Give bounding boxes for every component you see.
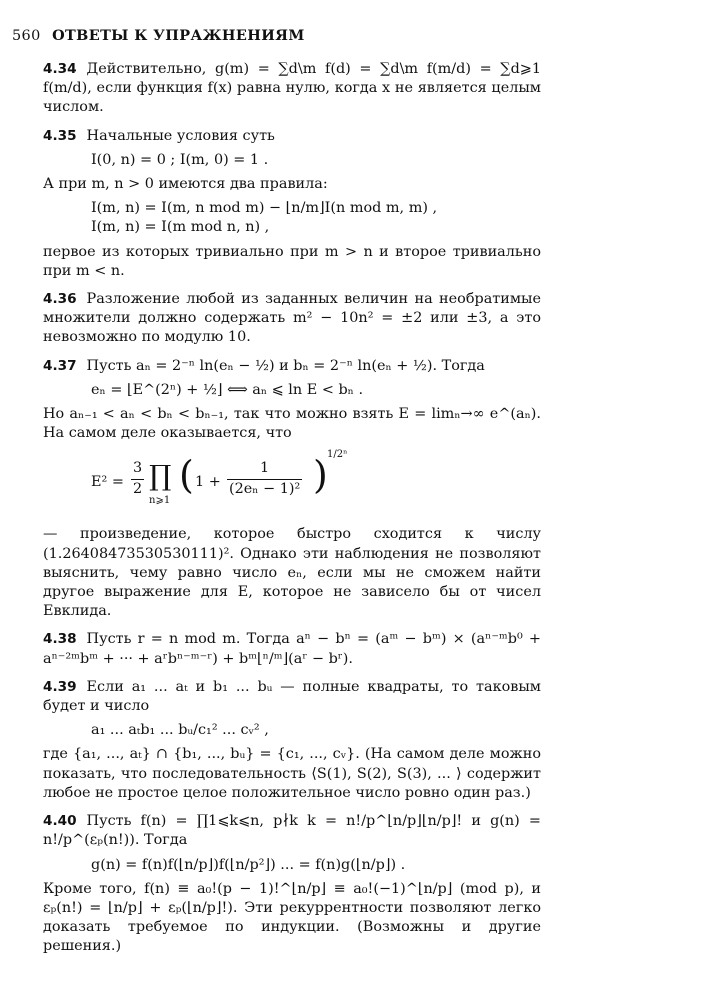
paren-open: (	[179, 453, 194, 498]
answer-text: Но aₙ₋₁ < aₙ < bₙ < bₙ₋₁, так что можно взять E = limₙ→∞ e^(aₙ). На самом деле оказывается, что	[43, 406, 541, 442]
answer-intro: Пусть f(n) = ∏1⩽k⩽n, p∤k k = n!/p^⌊n/p⌋⌊n/p⌋! и g(n) = n!/p^(εₚ(n!)). Тогда	[43, 813, 541, 849]
answer-number: 4.37	[43, 357, 77, 374]
product-formula	[91, 449, 541, 517]
formula-one-plus: 1 +	[195, 474, 221, 491]
answer-text: где {a₁, ..., aₜ} ∩ {b₁, ..., bᵤ} = {c₁, ..., cᵥ}. (На самом деле можно показать, что последовательность ⟨S(1), S(2), S(3), ... ⟩ содержит любое не простое целое положительное число ровно один раз.)	[43, 746, 541, 801]
answer-text: Действительно, g(m) = ∑d\m f(d) = ∑d\m f(m/d) = ∑d⩾1 f(m/d), если функция f(x) равна нулю, когда x не является целым числом.	[43, 61, 541, 116]
display-equation: I(0, n) = 0 ; I(m, 0) = 1 .	[91, 151, 269, 168]
product-symbol: ∏	[149, 459, 172, 493]
answer-4-35	[43, 127, 541, 146]
running-header	[12, 26, 632, 46]
answer-4-40	[43, 812, 541, 850]
answer-text: Пусть r = n mod m. Тогда aⁿ − bⁿ = (aᵐ − bᵐ) × (aⁿ⁻ᵐb⁰ + aⁿ⁻²ᵐbᵐ + ··· + aʳbⁿ⁻ᵐ⁻ʳ) + bᵐ⌊ⁿ/ᵐ⌋(aʳ − bʳ).	[43, 631, 541, 667]
formula-exponent: 1/2ⁿ	[327, 449, 348, 461]
paren-close: )	[313, 453, 328, 498]
fraction-numerator: 1	[227, 459, 302, 479]
formula-inner-fraction	[227, 459, 302, 498]
answer-number: 4.34	[43, 61, 77, 77]
answer-4-36	[43, 290, 541, 348]
display-equation: I(m, n) = I(m, n mod m) − ⌊n/m⌋I(n mod m, m) ,	[91, 200, 438, 217]
fraction-numerator: 3	[131, 459, 144, 479]
formula-fraction	[131, 459, 144, 498]
answer-number: 4.35	[43, 127, 77, 144]
answer-4-39	[43, 678, 541, 716]
formula-lhs: E² =	[91, 474, 124, 491]
answer-number: 4.36	[43, 291, 77, 308]
answer-text: Разложение любой из заданных величин на необратимые множители должно содержать m² − 10n² = ±2 или ±3, а это невозможно по модулю 10.	[43, 291, 541, 346]
display-equation: a₁ ... aₜb₁ ... bᵤ/c₁² ... cᵥ² ,	[91, 722, 269, 739]
page-number: 560	[12, 28, 41, 44]
answer-number: 4.39	[43, 678, 77, 695]
answer-intro: Начальные условия суть	[86, 127, 275, 144]
answer-number: 4.38	[43, 631, 77, 648]
answer-intro: Пусть aₙ = 2⁻ⁿ ln(eₙ − ½) и bₙ = 2⁻ⁿ ln(eₙ + ½). Тогда	[86, 357, 485, 374]
display-equation: I(m, n) = I(m mod n, n) ,	[91, 219, 270, 236]
fraction-denominator: (2eₙ − 1)²	[229, 480, 301, 497]
answer-text: А при m, n > 0 имеются два правила:	[43, 176, 328, 193]
fraction-denominator: 2	[133, 480, 143, 497]
answer-text: первое из которых тривиально при m > n и второе тривиально при m < n.	[43, 243, 541, 279]
answer-intro: Если a₁ ... aₜ и b₁ ... bᵤ — полные квадраты, то таковым будет и число	[43, 678, 541, 715]
answer-number: 4.40	[43, 813, 77, 830]
answer-4-34	[43, 60, 541, 118]
answer-text: Кроме того, f(n) ≡ a₀!(p − 1)!^⌊n/p⌋ ≡ a₀!(−1)^⌊n/p⌋ (mod p), и εₚ(n!) = ⌊n/p⌋ + εₚ(⌊n/p⌋!). Эти рекуррентности позволяют легко доказать требуемое по индукции. (Возможны и другие решения.)	[43, 880, 541, 955]
answer-4-38	[43, 630, 541, 668]
answers-body	[43, 60, 541, 957]
product-subscript: n⩾1	[149, 495, 171, 507]
chapter-title: ОТВЕТЫ К УПРАЖНЕНИЯМ	[52, 27, 305, 44]
display-equation: g(n) = f(n)f(⌊n/p⌋)f(⌊n/p²⌋) ... = f(n)g(⌊n/p⌋) .	[91, 856, 406, 873]
display-equation: eₙ = ⌊E^(2ⁿ) + ½⌋ ⟺ aₙ ⩽ ln E < bₙ .	[91, 381, 364, 398]
answer-text: — произведение, которое быстро сходится к числу (1.26408473530530111)². Однако эти наблюдения не позволяют выяснить, чему равно число eₙ, если мы не сможем найти другое выражение для E, которое не зависело бы от чисел Евклида.	[43, 526, 541, 620]
answer-4-37	[43, 357, 541, 376]
